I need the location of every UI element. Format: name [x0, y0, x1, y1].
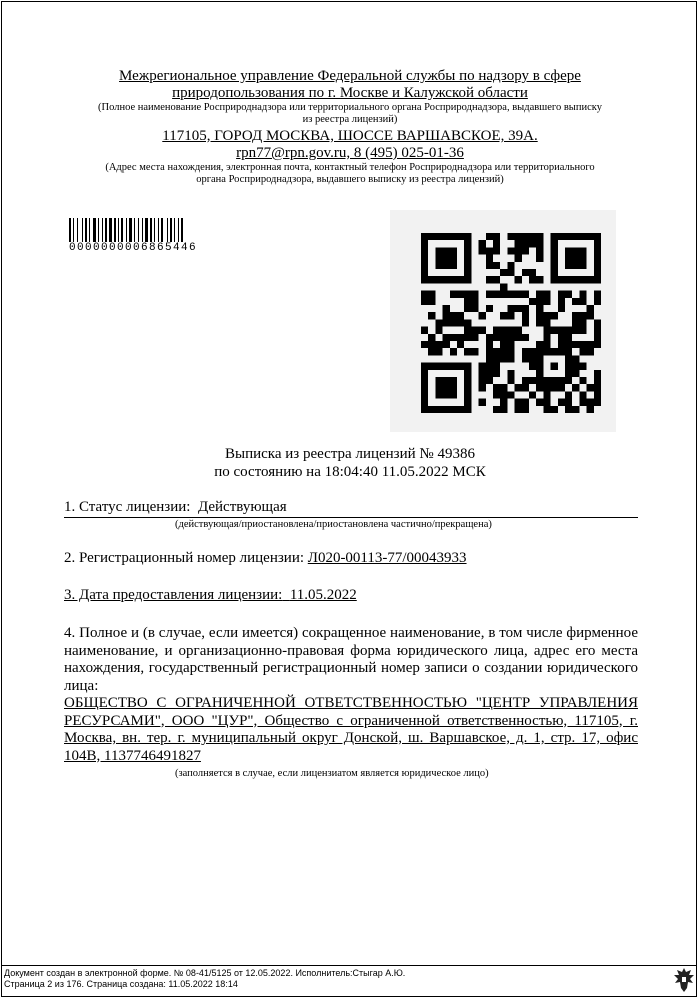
issuer-contacts: rpn77@rpn.gov.ru, 8 (495) 025-01-36 [236, 145, 464, 161]
footer-line2: Страница 2 из 176. Страница создана: 11.05.2022 18:14 [4, 979, 238, 989]
barcode [69, 218, 235, 242]
issuer-header [0, 68, 700, 186]
name-paragraph: 4. Полное и (в случае, если имеется) сокращенное наименование, в том числе фирменное наименование, и организационно-правовая форма юридического лица, адрес его места нахождения, государственный регистрационный номер записи о создании юридического лица: [64, 625, 638, 694]
extract-title [0, 445, 700, 481]
issuer-name-note-line1: (Полное наименование Росприроднадзора или территориального органа Росприроднадзора, выдавшего выписку [98, 102, 602, 113]
barcode-number: 0000000006865446 [69, 242, 198, 254]
reg-row [64, 550, 467, 567]
status-value: Действующая [197, 499, 287, 515]
status-rule [64, 517, 638, 518]
footer-rule [1, 965, 697, 966]
status-label: 1. Статус лицензии: [64, 499, 191, 515]
eagle-emblem-icon [672, 966, 696, 994]
date-label: 3. Дата предоставления лицензии: [64, 587, 283, 603]
footer-line1: Документ создан в электронной форме. № 08-41/5125 от 12.05.2022. Исполнитель:Стыгар А.Ю. [4, 968, 406, 978]
issuer-name-line2: природопользования по г. Москве и Калужской области [172, 85, 528, 101]
status-row [64, 499, 287, 516]
issuer-name-note-line2: из реестра лицензий) [302, 114, 398, 125]
reg-value: Л020-00113-77/00043933 [307, 550, 467, 566]
issuer-address: 117105, ГОРОД МОСКВА, ШОССЕ ВАРШАВСКОЕ, 39А. [162, 128, 538, 144]
footer [4, 968, 405, 990]
extract-title-line1: Выписка из реестра лицензий № 49386 [225, 446, 475, 462]
date-value: 11.05.2022 [289, 587, 357, 603]
date-row [64, 587, 357, 604]
extract-title-line2: по состоянию на 18:04:40 11.05.2022 МСК [214, 464, 486, 480]
licensee-name: ОБЩЕСТВО С ОГРАНИЧЕННОЙ ОТВЕТСТВЕННОСТЬЮ "ЦЕНТР УПРАВЛЕНИЯ РЕСУРСАМИ", ООО "ЦУР", Общество с ограниченной ответственностью, 117105, г. Москва, вн. тер. г. муниципальный округ Донской, ш. Варшавское, д. 1, стр. 17, офис 104В, 1137746491827 [64, 695, 638, 764]
status-note: (действующая/приостановлена/приостановлена частично/прекращена) [175, 519, 492, 530]
issuer-address-note-line1: (Адрес места нахождения, электронная почта, контактный телефон Росприроднадзора или территориального [105, 162, 595, 173]
issuer-address-note-line2: органа Росприроднадзора, выдавшего выписку из реестра лицензий) [196, 174, 504, 185]
reg-label: 2. Регистрационный номер лицензии: [64, 550, 305, 566]
qr-code [421, 233, 601, 413]
issuer-name-line1: Межрегиональное управление Федеральной службы по надзору в сфере [119, 68, 581, 84]
licensee-note: (заполняется в случае, если лицензиатом является юридическое лицо) [175, 768, 489, 779]
